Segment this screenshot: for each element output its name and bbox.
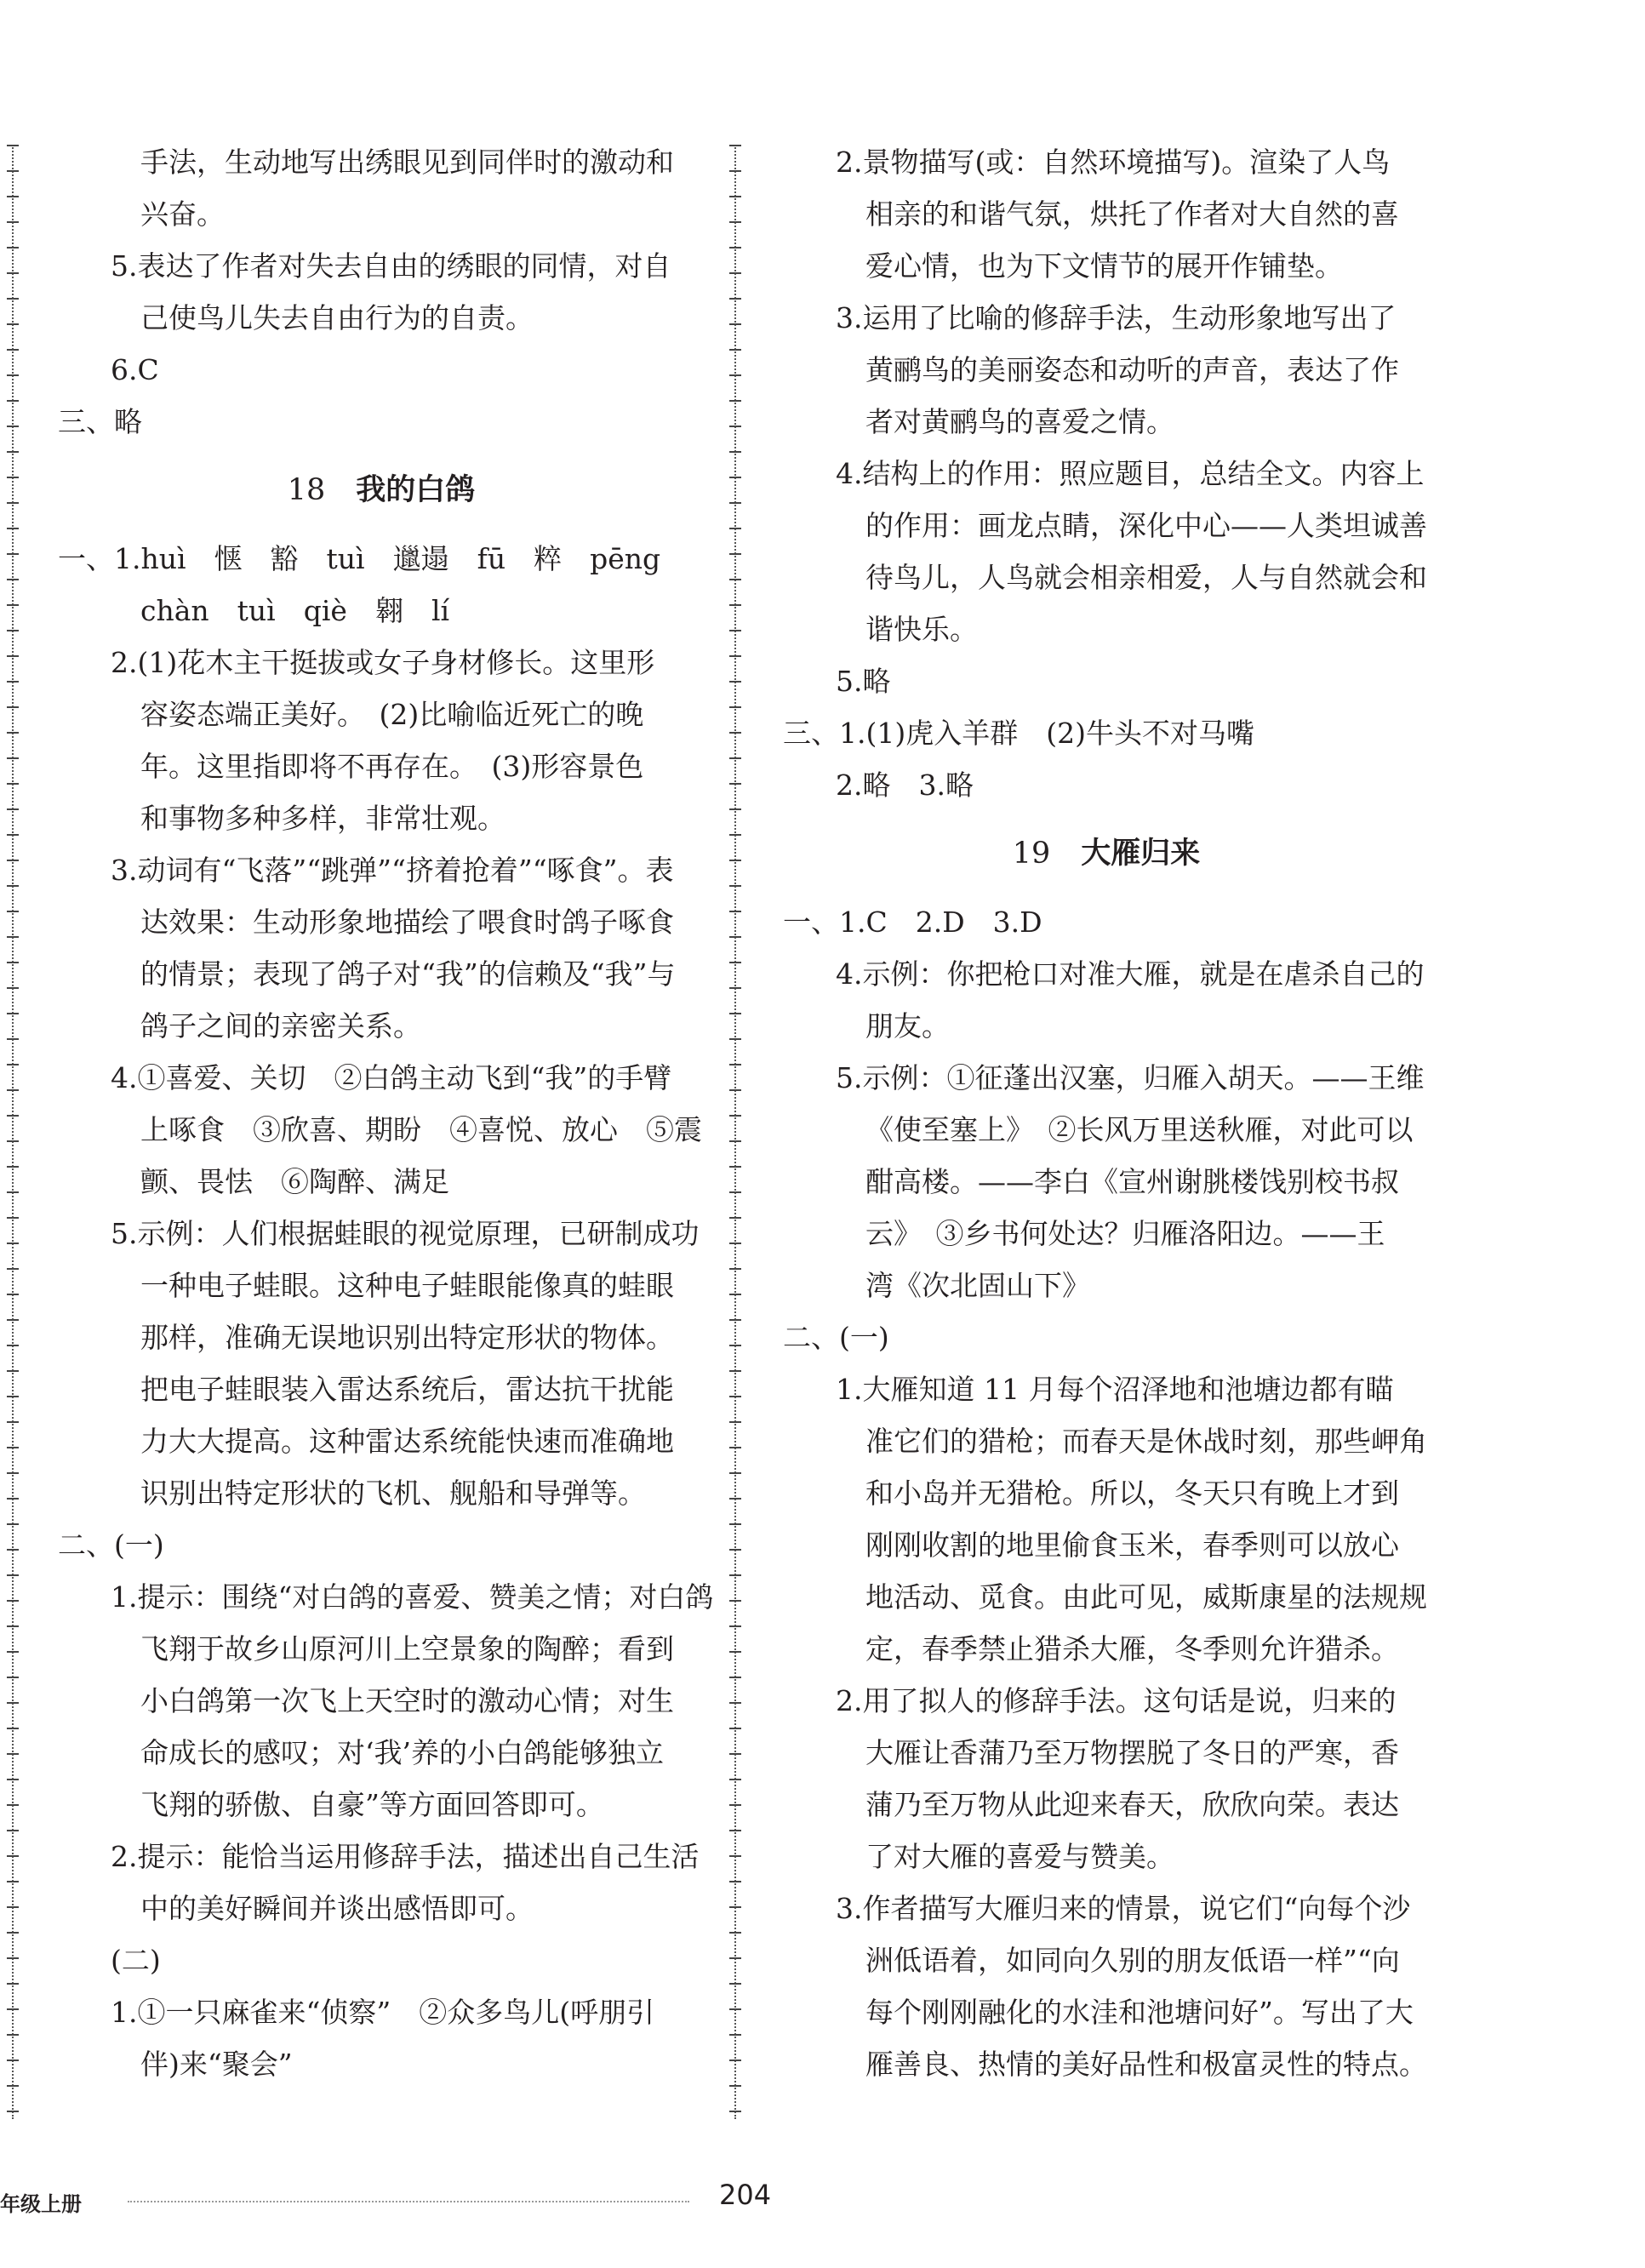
answer-line: 中的美好瞬间并谈出感悟即可。: [140, 1892, 534, 1925]
answer-line: 三、略: [58, 405, 142, 438]
answer-line: chàn tuì qiè 翱 lí: [140, 594, 450, 627]
answer-line: 1.①一只麻雀来“侦察” ②众多鸟儿(呼朋引: [111, 1996, 655, 2029]
answer-line: 6.C: [111, 353, 159, 386]
page-number: 204: [719, 2179, 772, 2211]
answer-line: 5.示例：人们根据蛙眼的视觉原理，已研制成功: [111, 1217, 700, 1250]
answer-line: 《使至塞上》 ②长风万里送秋雁，对此可以: [865, 1113, 1414, 1146]
answer-line: 5.略: [836, 665, 891, 698]
answer-line: 达效果：生动形象地描绘了喂食时鸽子啄食: [140, 905, 674, 939]
answer-line: 容姿态端正美好。 (2)比喻临近死亡的晚: [140, 698, 644, 731]
answer-line: 一、1.C 2.D 3.D: [783, 905, 1042, 939]
answer-line: 1.大雁知道 11 月每个沼泽地和池塘边都有瞄: [836, 1373, 1394, 1406]
answer-line: 3.动词有“飞落”“跳弹”“挤着抢着”“啄食”。表: [111, 854, 674, 887]
answer-line: 朋友。: [865, 1009, 950, 1043]
answer-line: 洲低语着，如同向久别的朋友低语一样”“向: [865, 1944, 1400, 1977]
answer-line: 谐快乐。: [865, 613, 978, 646]
answer-line: 己使鸟儿失去自由行为的自责。: [140, 301, 534, 334]
answer-line: 酣高楼。——李白《宣州谢朓楼饯别校书叔: [865, 1165, 1399, 1198]
lesson-name: 大雁归来: [1081, 837, 1201, 871]
answer-line: 黄鹂鸟的美丽姿态和动听的声音，表达了作: [865, 353, 1399, 386]
answer-line: 识别出特定形状的飞机、舰船和导弹等。: [140, 1477, 646, 1510]
answer-line: 手法，生动地写出绣眼见到同伴时的激动和: [140, 146, 674, 179]
answer-line: 大雁让香蒲乃至万物摆脱了冬日的严寒，香: [865, 1736, 1399, 1769]
answer-line: 小白鸽第一次飞上天空时的激动心情；对生: [140, 1684, 674, 1717]
answer-line: 颤、畏怯 ⑥陶醉、满足: [140, 1165, 449, 1198]
answer-line: 鸽子之间的亲密关系。: [140, 1009, 421, 1043]
answer-line: (二): [111, 1944, 161, 1977]
answer-line: 飞翔于故乡山原河川上空景象的陶醉；看到: [140, 1632, 674, 1665]
answer-line: 命成长的感叹；对‘我’养的小白鸽能够独立: [140, 1736, 664, 1769]
answer-line: 1.提示：围绕“对白鸽的喜爱、赞美之情；对白鸽: [111, 1580, 714, 1614]
answer-line: 二、(一): [58, 1528, 164, 1562]
answer-line: 云》 ③乡书何处达？归雁洛阳边。——王: [865, 1217, 1385, 1250]
answer-line: 2.略 3.略: [836, 768, 974, 802]
answer-line: 准它们的猎枪；而春天是休战时刻，那些岬角: [865, 1425, 1427, 1458]
footer-dotted-line: [128, 2201, 689, 2202]
answer-line: 3.作者描写大雁归来的情景，说它们“向每个沙: [836, 1892, 1411, 1925]
answer-line: 地活动、觅食。由此可见，威斯康星的法规规: [865, 1580, 1427, 1614]
left-column: [58, 136, 714, 2090]
column-divider-ticks: [729, 145, 741, 2119]
answer-line: 力大大提高。这种雷达系统能快速而准确地: [140, 1425, 674, 1458]
answer-line: 4.结构上的作用：照应题目，总结全文。内容上: [836, 457, 1425, 490]
left-margin-ticks: [7, 145, 19, 2119]
answer-line: 和事物多种多样，非常壮观。: [140, 802, 505, 835]
answer-line: 4.示例：你把枪口对准大雁，就是在虐杀自己的: [836, 957, 1425, 991]
answer-line: 蒲乃至万物从此迎来春天，欣欣向荣。表达: [865, 1788, 1399, 1821]
answer-line: 者对黄鹂鸟的喜爱之情。: [865, 405, 1174, 438]
answer-line: 兴奋。: [140, 197, 225, 231]
answer-line: 把电子蛙眼装入雷达系统后，雷达抗干扰能: [140, 1373, 674, 1406]
lesson-title: [58, 448, 705, 533]
answer-line: 的情景；表现了鸽子对“我”的信赖及“我”与: [140, 957, 676, 991]
answer-line: 雁善良、热情的美好品性和极富灵性的特点。: [865, 2048, 1427, 2081]
lesson-number: 19: [1012, 837, 1051, 871]
answer-line: 伴)来“聚会”: [140, 2048, 293, 2081]
answer-line: 了对大雁的喜爱与赞美。: [865, 1840, 1174, 1873]
answer-line: 一种电子蛙眼。这种电子蛙眼能像真的蛙眼: [140, 1269, 674, 1302]
answer-line: 定，春季禁止猎杀大雁，冬季则允许猎杀。: [865, 1632, 1399, 1665]
answer-line: 2.景物描写(或：自然环境描写)。渲染了人鸟: [836, 146, 1391, 179]
answer-line: 三、1.(1)虎入羊群 (2)牛头不对马嘴: [783, 717, 1254, 750]
answer-line: 5.示例：①征蓬出汉塞，归雁入胡天。——王维: [836, 1061, 1425, 1094]
right-column: [783, 136, 1430, 2090]
lesson-name: 我的白鸽: [356, 473, 476, 507]
answer-line: 二、(一): [783, 1321, 889, 1354]
answer-line: 和小岛并无猎枪。所以，冬天只有晚上才到: [865, 1477, 1399, 1510]
answer-line: 刚刚收割的地里偷食玉米，春季则可以放心: [865, 1528, 1399, 1562]
answer-line: 2.用了拟人的修辞手法。这句话是说，归来的: [836, 1684, 1397, 1717]
lesson-number: 18: [287, 473, 326, 507]
answer-line: 3.运用了比喻的修辞手法，生动形象地写出了: [836, 301, 1397, 334]
book-label: 年级上册: [0, 2192, 82, 2216]
answer-line: 的作用：画龙点睛，深化中心——人类坦诚善: [865, 509, 1427, 542]
answer-line: 一、1.huì 惬 豁 tuì 邋遢 fū 粹 pēng: [58, 542, 661, 575]
answer-line: 上啄食 ③欣喜、期盼 ④喜悦、放心 ⑤震: [140, 1113, 702, 1146]
answer-line: 湾《次北固山下》: [865, 1269, 1090, 1302]
answer-line: 4.①喜爱、关切 ②白鸽主动飞到“我”的手臂: [111, 1061, 672, 1094]
answer-line: 年。这里指即将不再存在。 (3)形容景色: [140, 750, 644, 783]
lesson-title: [783, 811, 1430, 896]
answer-line: 相亲的和谐气氛，烘托了作者对大自然的喜: [865, 197, 1399, 231]
answer-line: 2.提示：能恰当运用修辞手法，描述出自己生活: [111, 1840, 700, 1873]
answer-line: 爱心情，也为下文情节的展开作铺垫。: [865, 249, 1343, 283]
answer-line: 那样，准确无误地识别出特定形状的物体。: [140, 1321, 674, 1354]
answer-line: 飞翔的骄傲、自豪”等方面回答即可。: [140, 1788, 604, 1821]
answer-line: 5.表达了作者对失去自由的绣眼的同情，对自: [111, 249, 671, 283]
answer-line: 每个刚刚融化的水洼和池塘问好”。写出了大: [865, 1996, 1414, 2029]
answer-line: 待鸟儿，人鸟就会相亲相爱，人与自然就会和: [865, 561, 1427, 594]
answer-line: 2.(1)花木主干挺拔或女子身材修长。这里形: [111, 646, 655, 679]
